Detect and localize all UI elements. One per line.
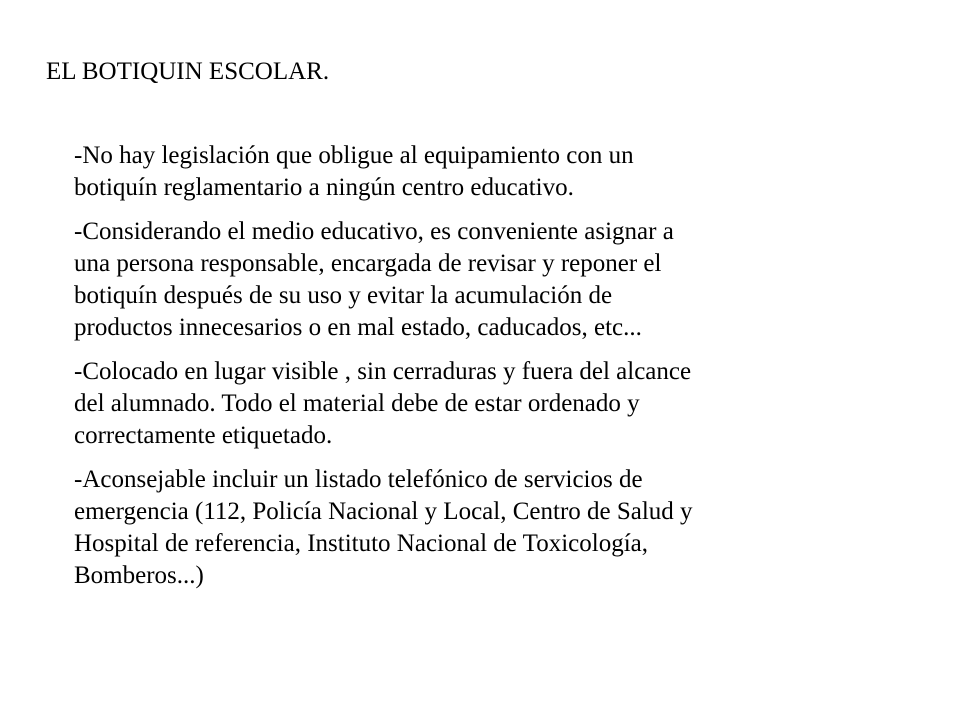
paragraph-line: botiquín reglamentario a ningún centro educativo.	[74, 174, 574, 201]
paragraph-line: productos innecesarios o en mal estado, caducados, etc...	[74, 314, 642, 341]
paragraph-line: botiquín después de su uso y evitar la acumulación de	[74, 282, 613, 309]
paragraph-legislation	[74, 140, 874, 204]
paragraph-line: -No hay legislación que obligue al equipamiento con un	[74, 142, 634, 169]
paragraph-line: correctamente etiquetado.	[74, 422, 333, 449]
paragraph-placement	[74, 356, 874, 452]
paragraph-line: del alumnado. Todo el material debe de estar ordenado y	[74, 390, 640, 417]
paragraph-line: Bomberos...)	[74, 562, 204, 589]
paragraph-responsible-person	[74, 216, 874, 344]
slide-title: EL BOTIQUIN ESCOLAR.	[46, 58, 330, 85]
slide-body	[74, 140, 874, 604]
paragraph-line: Hospital de referencia, Instituto Nacional de Toxicología,	[74, 530, 648, 557]
paragraph-line: -Considerando el medio educativo, es conveniente asignar a	[74, 218, 674, 245]
paragraph-line: -Aconsejable incluir un listado telefónico de servicios de	[74, 466, 643, 493]
paragraph-line: emergencia (112, Policía Nacional y Local, Centro de Salud y	[74, 498, 693, 525]
paragraph-emergency-phones	[74, 464, 874, 592]
paragraph-line: una persona responsable, encargada de revisar y reponer el	[74, 250, 662, 277]
paragraph-line: -Colocado en lugar visible , sin cerraduras y fuera del alcance	[74, 358, 692, 385]
